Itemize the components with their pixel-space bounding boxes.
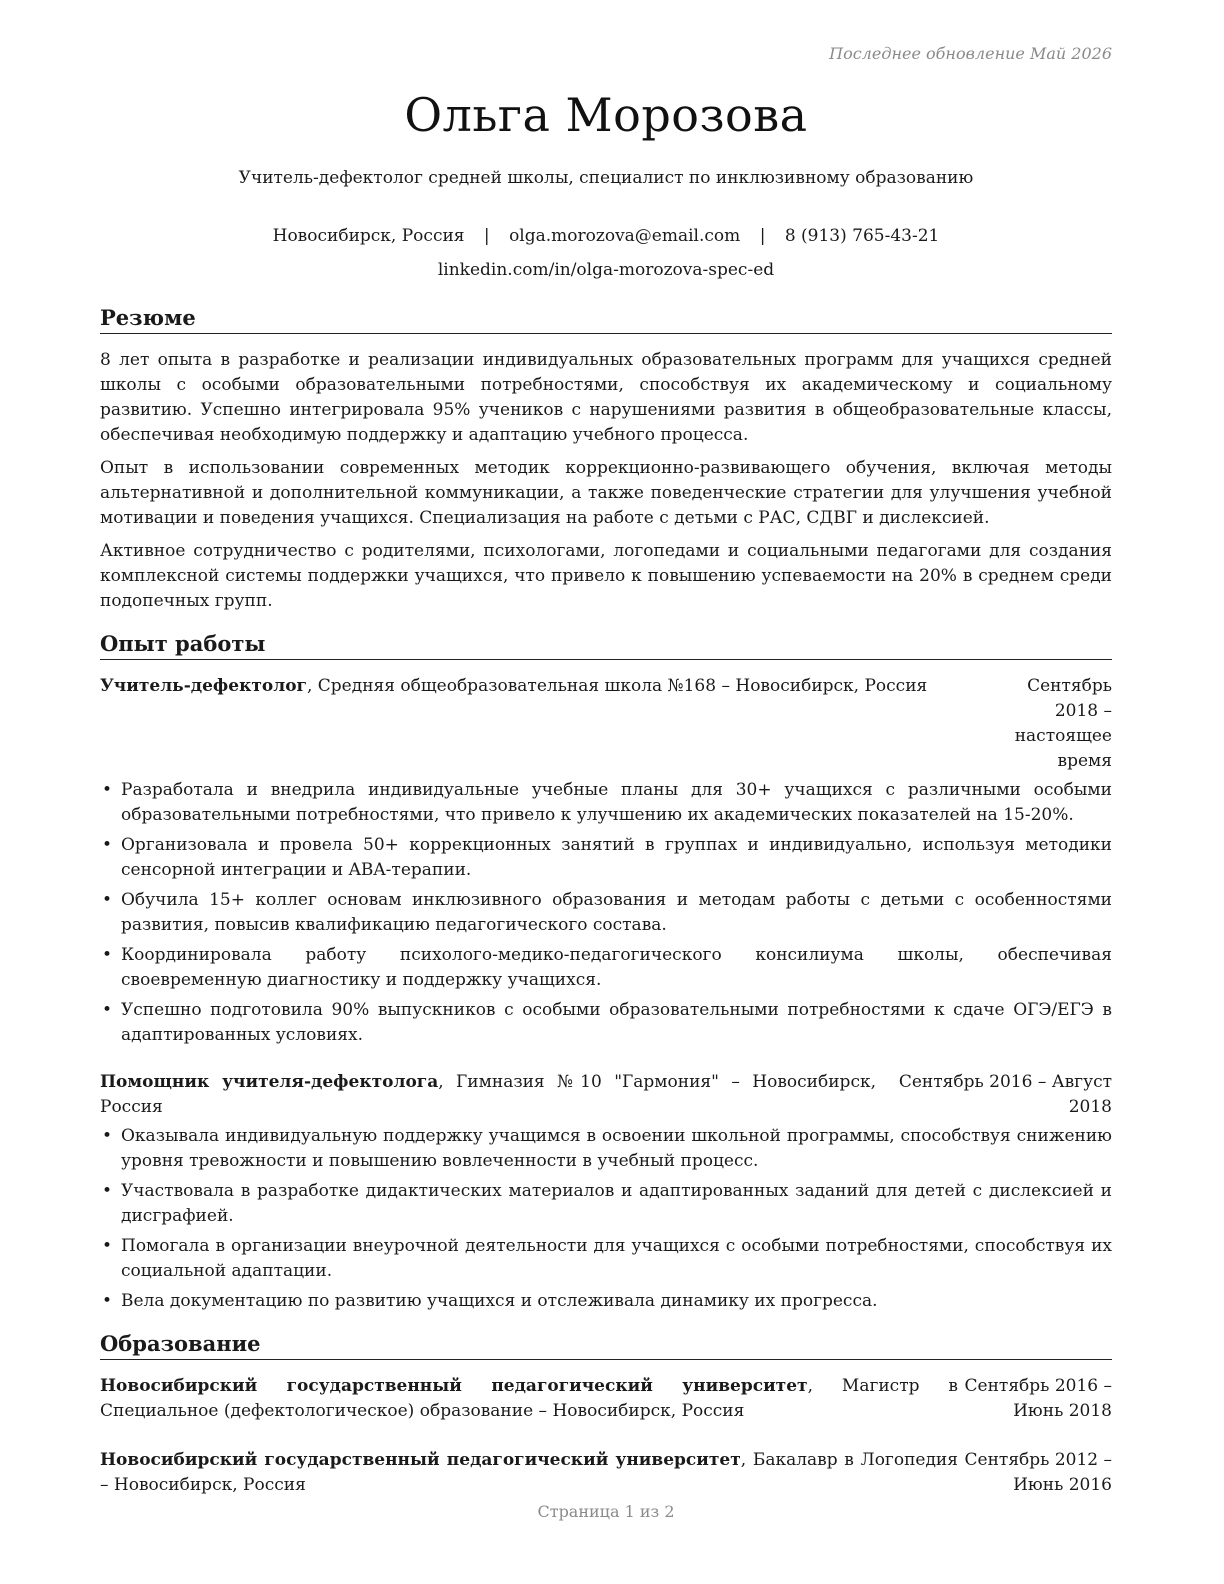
contact-phone: 8 (913) 765-43-21: [784, 226, 940, 246]
education-institution: Новосибирский государственный педагогический университет: [100, 1450, 741, 1470]
job-bullet: • Разработала и внедрила индивидуальные учебные планы для 30+ учащихся с различными особыми образовательными потребностями, что привело к улучшению их академических показателей на 15-20%.: [100, 778, 1112, 828]
contact-separator: |: [483, 226, 490, 246]
education-details: , Магистр в Специальное (дефектологическое) образование – Новосибирск, Россия: [100, 1376, 958, 1421]
job-details: , Гимназия №10 "Гармония" – Новосибирск, Россия: [100, 1072, 876, 1117]
job-bullets: [100, 778, 1112, 1048]
summary-section: [100, 304, 1112, 614]
education-entry: [100, 1448, 1112, 1498]
job-role: Помощник учителя-дефектолога: [100, 1072, 439, 1092]
education-section: [100, 1330, 1112, 1498]
job-bullet: • Координировала работу психолого-медико-педагогического консилиума школы, обеспечивая своевременную диагностику и поддержку учащихся.: [100, 943, 1112, 993]
job-bullet: • Обучила 15+ коллег основам инклюзивного образования и методам работы с детьми с особенностями развития, повысив квалификацию педагогического состава.: [100, 888, 1112, 938]
summary-paragraph: Активное сотрудничество с родителями, психологами, логопедами и социальными педагогами для создания комплексной системы поддержки учащихся, что привело к повышению успеваемости на 20% в среднем среди подопечных групп.: [100, 541, 1112, 611]
job-bullet: • Организовала и провела 50+ коррекционных занятий в группах и индивидуально, используя методики сенсорной интеграции и ABA-терапии.: [100, 833, 1112, 883]
last-updated-text: Последнее обновление Май 2026: [829, 44, 1112, 63]
education-dates: Сентябрь 2012 – Июнь 2016: [964, 1450, 1112, 1495]
candidate-subtitle: Учитель-дефектолог средней школы, специалист по инклюзивному образованию: [238, 168, 974, 188]
section-title-summary: Резюме: [100, 304, 1112, 334]
page-number: Страница 1 из 2: [537, 1502, 675, 1521]
job-details: , Средняя общеобразовательная школа №168 – Новосибирск, Россия: [306, 676, 928, 696]
section-title-experience: Опыт работы: [100, 630, 1112, 660]
job-bullet: • Участвовала в разработке дидактических материалов и адаптированных заданий для детей с дислексией и дисграфией.: [100, 1179, 1112, 1229]
job-role: Учитель-дефектолог: [100, 676, 307, 696]
contact-email[interactable]: olga.morozova@email.com: [509, 226, 741, 246]
experience-section: [100, 630, 1112, 1314]
resume-page: [100, 0, 1112, 1584]
job-dates: Сентябрь 2018 – настоящее время: [1014, 676, 1112, 771]
job-dates: Сентябрь 2016 – Август 2018: [898, 1072, 1112, 1117]
summary-paragraph: 8 лет опыта в разработке и реализации индивидуальных образовательных программ для учащихся средней школы с особыми образовательными потребностями, способствуя их академическому и социальному развитию. Успешно интегрировала 95% учеников с нарушениями развития в общеобразовательные классы, обеспечивая необходимую поддержку и адаптацию учебного процесса.: [100, 350, 1112, 445]
contact-linkedin[interactable]: linkedin.com/in/olga-morozova-spec-ed: [437, 260, 775, 280]
resume-content: [100, 304, 1112, 1522]
job-bullet: • Успешно подготовила 90% выпускников с особыми образовательными потребностями к сдаче ОГЭ/ЕГЭ в адаптированных условиях.: [100, 998, 1112, 1048]
job-entry: [100, 1070, 1112, 1314]
job-bullet: • Оказывала индивидуальную поддержку учащимся в освоении школьной программы, способствуя снижению уровня тревожности и повышению вовлеченности в учебный процесс.: [100, 1124, 1112, 1174]
education-institution: Новосибирский государственный педагогический университет: [100, 1376, 808, 1396]
job-bullet: • Вела документацию по развитию учащихся и отслеживала динамику их прогресса.: [100, 1289, 1112, 1314]
job-entry: [100, 674, 1112, 1048]
contact-block: [100, 219, 1112, 287]
education-dates: Сентябрь 2016 – Июнь 2018: [964, 1376, 1112, 1421]
contact-line: [100, 219, 1112, 253]
contact-separator: |: [759, 226, 766, 246]
job-bullets: [100, 1124, 1112, 1314]
job-bullet: • Помогала в организации внеурочной деятельности для учащихся с особыми потребностями, способствуя их социальной адаптации.: [100, 1234, 1112, 1284]
job-header: [100, 674, 1112, 774]
education-header: [100, 1374, 1112, 1424]
section-title-education: Образование: [100, 1330, 1112, 1360]
summary-paragraph: Опыт в использовании современных методик коррекционно-развивающего обучения, включая методы альтернативной и дополнительной коммуникации, а также поведенческие стратегии для улучшения учебной мотивации и поведения учащихся. Специализация на работе с детьми с РАС, СДВГ и дислексией.: [100, 458, 1112, 528]
education-header: [100, 1448, 1112, 1498]
education-details: , Бакалавр в Логопедия – Новосибирск, Россия: [100, 1450, 958, 1495]
job-header: [100, 1070, 1112, 1120]
education-entry: [100, 1374, 1112, 1424]
contact-location: Новосибирск, Россия: [272, 226, 465, 246]
candidate-name: Ольга Морозова: [404, 88, 808, 142]
